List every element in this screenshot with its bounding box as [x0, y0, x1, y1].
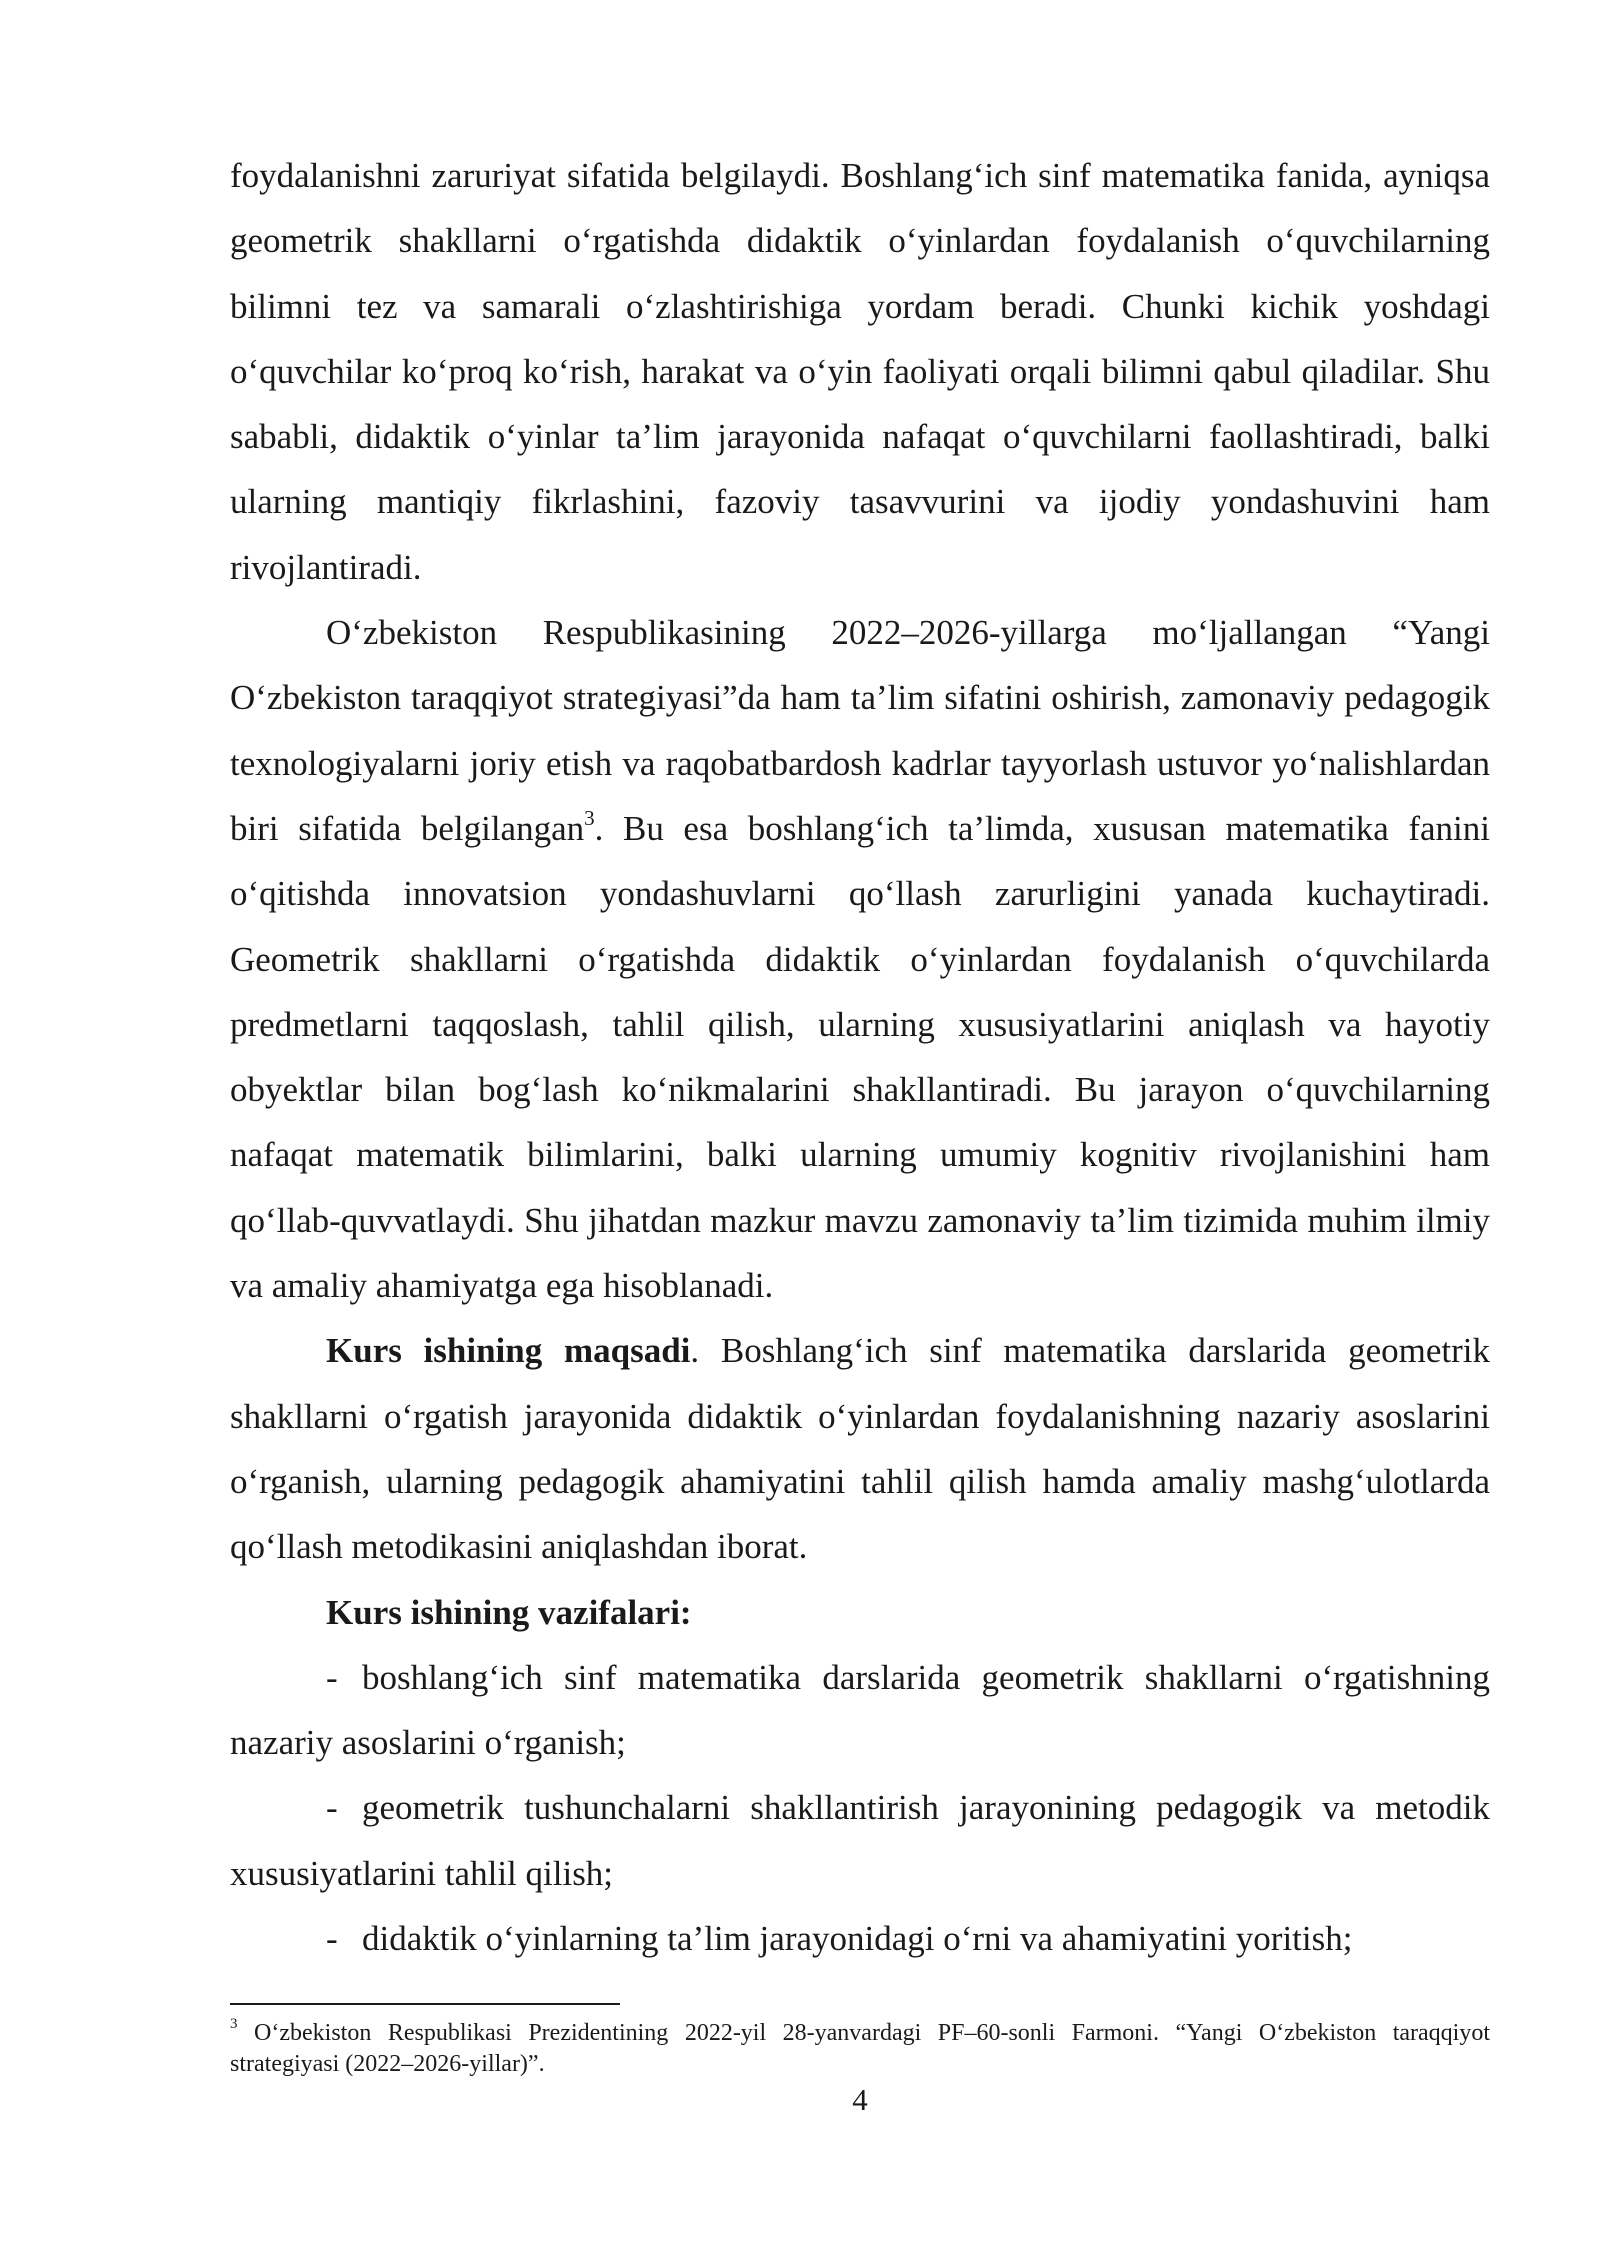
goal-label: Kurs ishining maqsadi — [326, 1331, 691, 1371]
dash-bullet: - — [326, 1788, 338, 1828]
page-number: 4 — [852, 2082, 868, 2117]
goal-text: . Boshlang‘ich sinf matematika darslarida geometrik shakllarni o‘rgatish jarayonida didaktik o‘yinlardan foydalanishning nazariy asoslarini o‘rganish, ularning pedagogik ahamiyatini tahlil qilish hamda amaliy mashg‘ulotlarda qo‘llash metodikasini aniqlashdan iborat. — [230, 1331, 1491, 1567]
footnote-number: 3 — [230, 2016, 238, 2032]
task-item-2 — [230, 1775, 1490, 1906]
paragraph-intro-continuation: foydalanishni zaruriyat sifatida belgilaydi. Boshlang‘ich sinf matematika fanida, ayniqsa geometrik shakllarni o‘rgatishda didaktik o‘yinlardan foydalanish o‘quvchilarning bilimni tez va samarali o‘zlashtirishiga yordam beradi. Chunki kichik yoshdagi o‘quvchilar ko‘proq ko‘rish, harakat va o‘yin faoliyati orqali bilimni qabul qiladilar. Shu sababli, didaktik o‘yinlar ta’lim jarayonida nafaqat o‘quvchilarni faollashtiradi, balki ularning mantiqiy fikrlashini, fazoviy tasavvurini va ijodiy yondashuvini ham rivojlantiradi. — [230, 156, 1490, 587]
paragraph-strategy-text-2: . Bu esa boshlang‘ich ta’limda, xususan matematika fanini o‘qitishda innovatsion yondashuvlarni qo‘llash zarurligini yanada kuchaytiradi. Geometrik shakllarni o‘rgatishda didaktik o‘yinlardan foydalanish o‘quvchilarda predmetlarni taqqoslash, tahlil qilish, ularning xususiyatlarini aniqlash va hayotiy obyektlar bilan bog‘lash ko‘nikmalarini shakllantiradi. Bu jarayon o‘quvchilarning nafaqat matematik bilimlarini, balki ularning umumiy kognitiv rivojlanishini ham qo‘llab-quvvatlaydi. Shu jihatdan mazkur mavzu zamonaviy ta’lim tizimida muhim ilmiy va amaliy ahamiyatga ega hisoblanadi. — [230, 808, 1491, 1306]
footnote — [230, 2018, 1490, 2080]
paragraph-strategy — [230, 600, 1490, 1318]
task-text: geometrik tushunchalarni shakllantirish jarayonining pedagogik va metodik xususiyatlarini tahlil qilish; — [230, 1788, 1490, 1893]
task-text: didaktik o‘yinlarning ta’lim jarayonidagi o‘rni va ahamiyatini yoritish; — [362, 1919, 1353, 1959]
footnote-separator — [230, 2003, 620, 2005]
document-body — [230, 143, 1490, 1971]
footnote-reference[interactable]: 3 — [584, 806, 595, 831]
paragraph-goal — [230, 1318, 1490, 1579]
dash-bullet: - — [326, 1919, 338, 1959]
dash-bullet: - — [326, 1657, 338, 1697]
task-item-1 — [230, 1645, 1490, 1776]
paragraph-strategy-text-1: O‘zbekiston Respublikasining 2022–2026-yillarga mo‘ljallangan “Yangi O‘zbekiston taraqqiyot strategiyasi”da ham ta’lim sifatini oshirish, zamonaviy pedagogik texnologiyalarni joriy etish va raqobatbardosh kadrlar tayyorlash ustuvor yo‘nalishlardan biri sifatida belgilangan — [230, 613, 1490, 848]
footnote-text: O‘zbekiston Respublikasi Prezidentining 2022-yil 28-yanvardagi PF–60-sonli Farmoni. “Yangi O‘zbekiston taraqqiyot strategiyasi (2022–2026-yillar)”. — [230, 2020, 1491, 2077]
tasks-heading: Kurs ishining vazifalari: — [326, 1592, 692, 1632]
task-item-3 — [230, 1906, 1490, 1971]
task-text: boshlang‘ich sinf matematika darslarida geometrik shakllarni o‘rgatishning nazariy asoslarini o‘rganish; — [230, 1657, 1490, 1763]
